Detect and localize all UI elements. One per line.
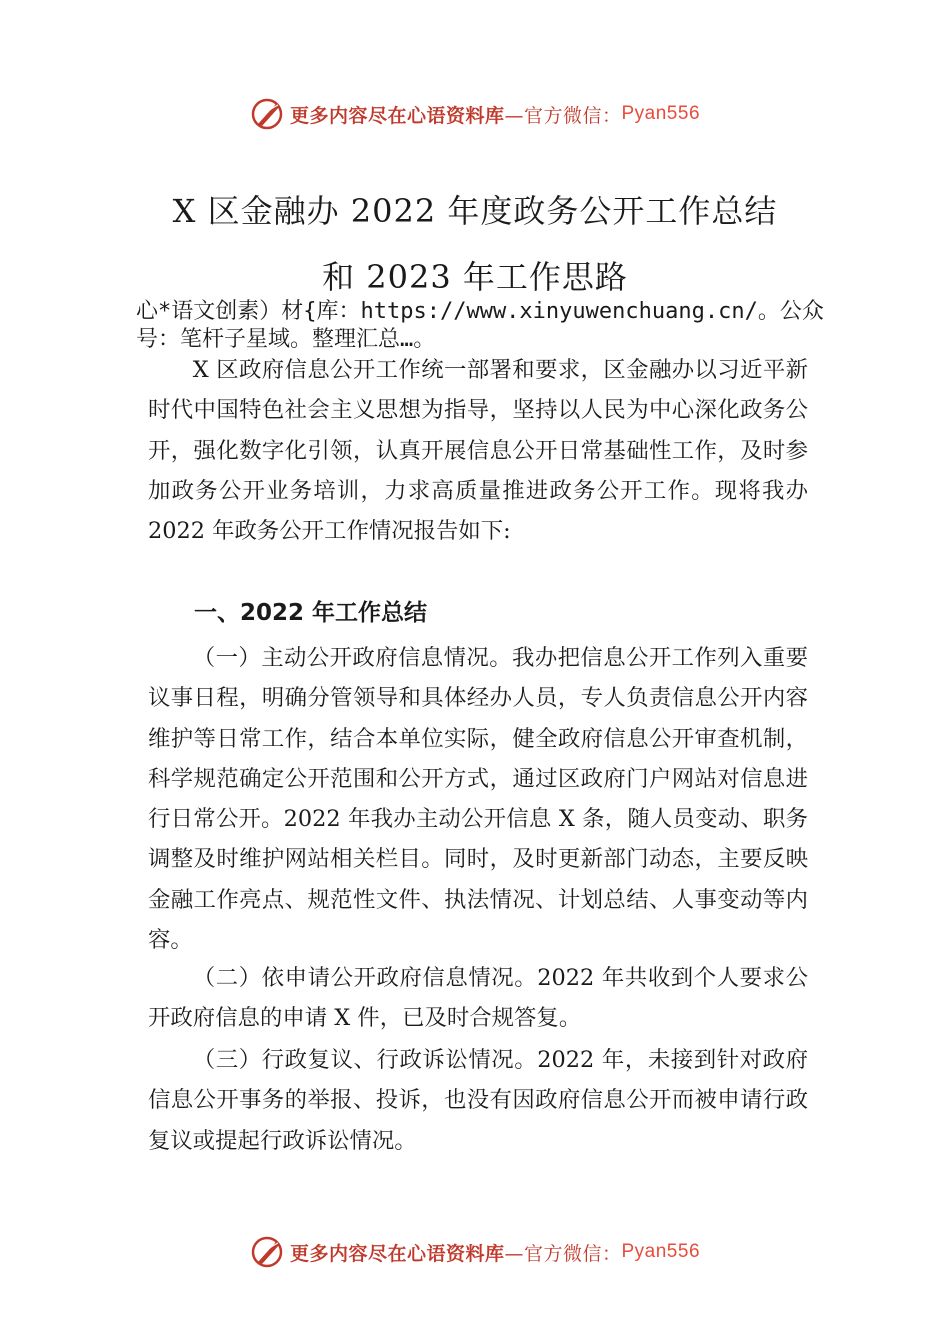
banner-wechat-label: —官方微信： (504, 104, 622, 127)
footer-banner (0, 1232, 950, 1272)
paragraph-lead: （二）依申请公开政府信息情况。 (192, 965, 538, 991)
paragraph-proactive-disclosure (148, 638, 808, 960)
header-banner (0, 94, 950, 134)
intro-paragraph: X 区政府信息公开工作统一部署和要求，区金融办以习近平新时代中国特色社会主义思想为指导，坚持以人民为中心深化政务公开，强化数字化引领，认真开展信息公开日常基础性工作，及时参加政务公开业务培训，力求高质量推进政务公开工作。现将我办 2022 年政务公开工作情况报告如下: (148, 357, 808, 545)
section-heading: 一、2022 年工作总结 (194, 600, 428, 626)
quill-logo-icon (250, 1234, 286, 1270)
paragraph-lead: （三）行政复议、行政诉讼情况。 (192, 1047, 538, 1073)
source-note: 心*语文创素）材{库：https://www.xinyuwenchuang.cn/。公众号：笔杆子星域。整理汇总…。 (136, 299, 824, 352)
paragraph-text: 2022 年，未接到针对政府信息公开事务的举报、投诉，也没有因政府信息公开而被申请行政复议或提起行政诉讼情况。 (148, 1047, 808, 1154)
banner-wechat-label: —官方微信： (504, 1242, 622, 1265)
banner-promo-text: 更多内容尽在心语资料库 (289, 104, 505, 127)
paragraph-lead: （一）主动公开政府信息情况。 (192, 645, 513, 671)
banner-wechat-id: Pyan556 (621, 103, 701, 124)
document-title-line2: 和 2023 年工作思路 (322, 258, 628, 296)
banner-promo-text: 更多内容尽在心语资料库 (289, 1242, 505, 1265)
banner-wechat-id: Pyan556 (621, 1241, 701, 1262)
quill-logo-icon (250, 96, 286, 132)
paragraph-text: 2022 年共收到个人要求公开政府信息的申请 X 件，已及时合规答复。 (148, 965, 808, 1032)
paragraph-text: 我办把信息公开工作列入重要议事日程，明确分管领导和具体经办人员，专人负责信息公开内容维护等日常工作，结合本单位实际，健全政府信息公开审查机制，科学规范确定公开范围和公开方式，通过区政府门户网站对信息进行日常公开。2022 年我办主动公开信息 X 条，随人员变动、职务调整及时维护网站相关栏目。同时，及时更新部门动态，主要反映金融工作亮点、规范性文件、执法情况、计划总结、人事变动等内容。 (148, 645, 809, 954)
paragraph-review-litigation (148, 1040, 808, 1161)
document-title-line1: X 区金融办 2022 年度政务公开工作总结 (172, 192, 778, 230)
paragraph-request-disclosure (148, 958, 808, 1039)
